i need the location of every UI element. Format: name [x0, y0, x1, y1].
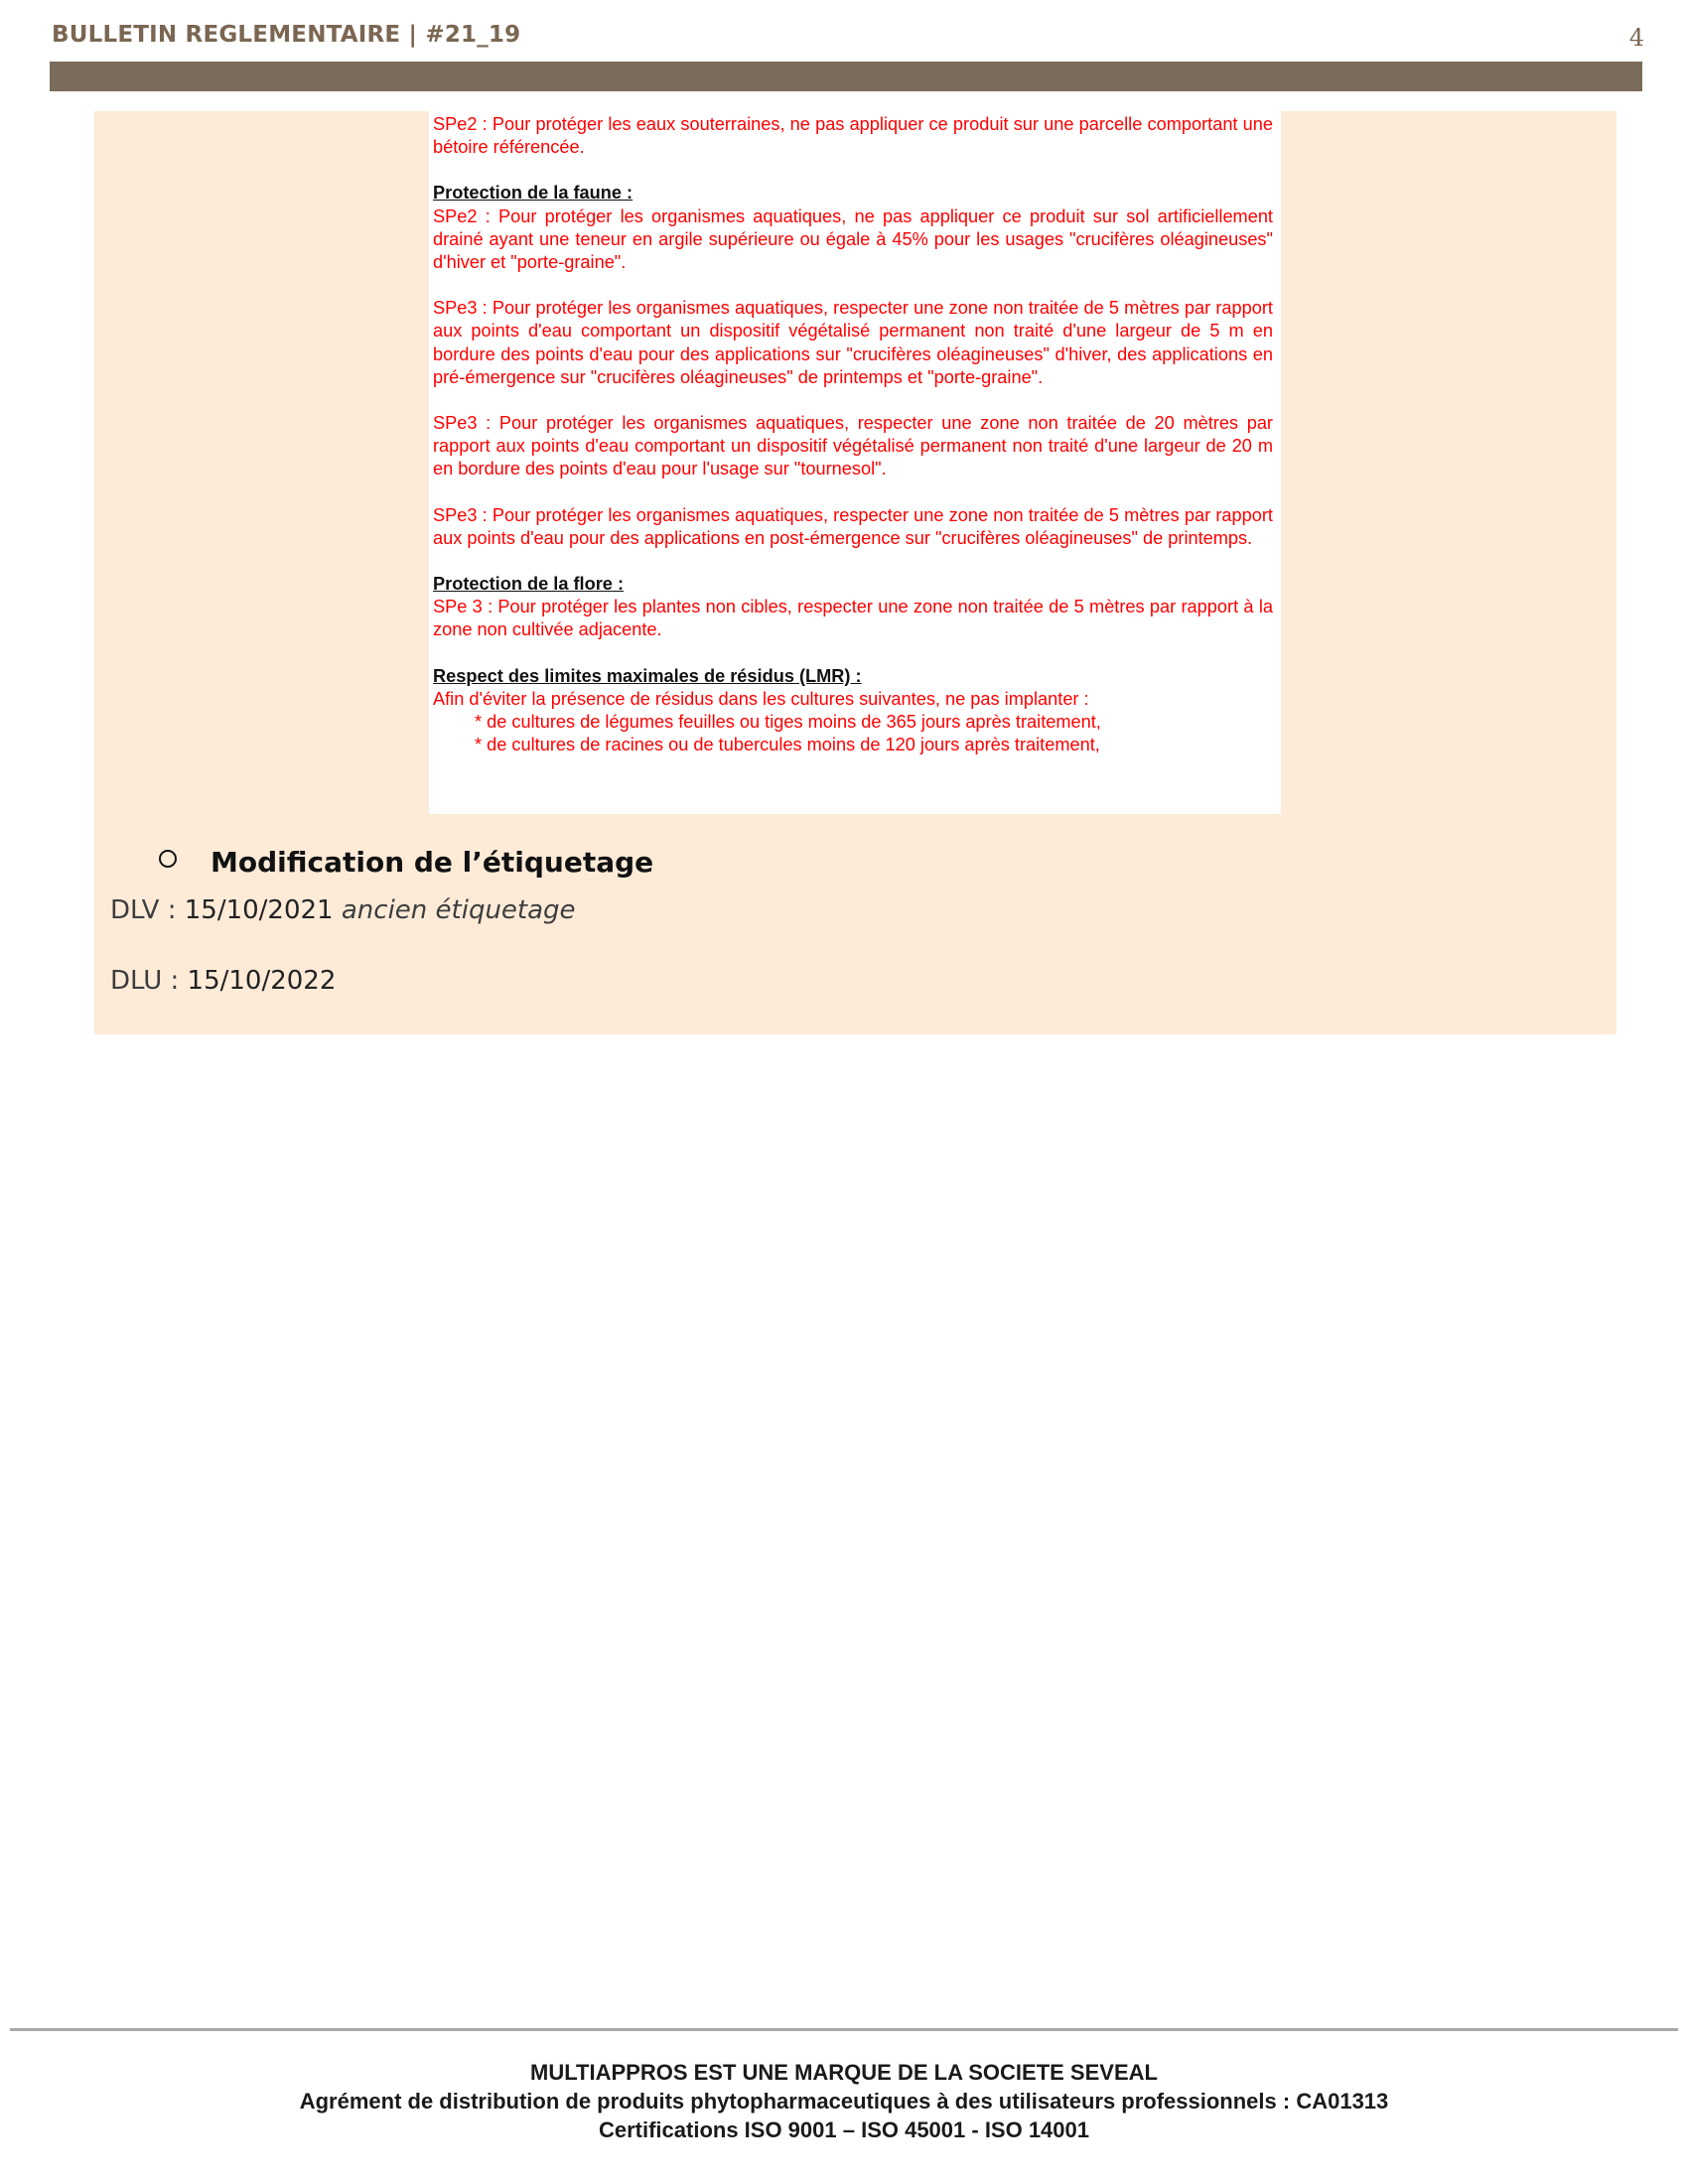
header-bar — [50, 62, 1642, 91]
dlu-date: 15/10/2022 — [187, 966, 337, 996]
label-paragraph: SPe3 : Pour protéger les organismes aquatiques, respecter une zone non traitée de 5 mètres par rapport aux points d'eau pour des applications en post-émergence sur "crucifères oléagineuses" de printemps. — [433, 504, 1273, 548]
fauna-heading: Protection de la faune : — [433, 183, 633, 204]
dlv-date: 15/10/2021 — [184, 895, 334, 925]
dlv-line — [110, 895, 576, 925]
footer-divider — [10, 2028, 1678, 2031]
label-paragraph: SPe2 : Pour protéger les organismes aquatiques, ne pas appliquer ce produit sur sol artificiellement drainé ayant une teneur en argile supérieure ou égale à 45% pour les usages "crucifères oléagineuses" d'hiver et "porte-graine". — [433, 205, 1273, 273]
footer-brand-line: MULTIAPPROS EST UNE MARQUE DE LA SOCIETE SEVEAL — [530, 2060, 1158, 2085]
label-paragraph: SPe 3 : Pour protéger les plantes non cibles, respecter une zone non traitée de 5 mètres par rapport à la zone non cultivée adjacente. — [433, 597, 1273, 640]
label-excerpt-image — [429, 111, 1281, 814]
page-number: 4 — [1628, 24, 1644, 52]
footer-certifications-line: Certifications ISO 9001 – ISO 45001 - ISO 14001 — [598, 2117, 1090, 2142]
lmr-item: * de cultures de racines ou de tubercules moins de 120 jours après traitement, — [475, 735, 1100, 755]
section-heading-text: Modification de l’étiquetage — [211, 846, 654, 879]
dlv-note: ancien étiquetage — [341, 895, 576, 925]
label-paragraph: SPe3 : Pour protéger les organismes aquatiques, respecter une zone non traitée de 20 mètres par rapport aux points d'eau comportant un dispositif végétalisé permanent non traité d'une largeur de 20 m en bordure des points d'eau pour l'usage sur "tournesol". — [433, 413, 1273, 479]
footer-agreement-line: Agrément de distribution de produits phytopharmaceutiques à des utilisateurs professionnels : CA01313 — [299, 2089, 1389, 2114]
lmr-item: * de cultures de légumes feuilles ou tiges moins de 365 jours après traitement, — [475, 712, 1101, 733]
circle-bullet-icon — [159, 850, 177, 868]
section-heading — [159, 846, 653, 879]
lmr-heading: Respect des limites maximales de résidus (LMR) : — [433, 665, 862, 686]
document-title: BULLETIN REGLEMENTAIRE | #21_19 — [52, 22, 521, 48]
dlv-label: DLV : — [110, 895, 185, 925]
flora-heading: Protection de la flore : — [433, 574, 625, 595]
label-paragraph: SPe2 : Pour protéger les eaux souterraines, ne pas appliquer ce produit sur une parcelle comportant une bétoire référencée. — [433, 114, 1273, 158]
dlu-label: DLU : — [110, 966, 188, 996]
dlu-line — [110, 966, 336, 996]
footer — [0, 2058, 1688, 2144]
label-paragraph: SPe3 : Pour protéger les organismes aquatiques, respecter une zone non traitée de 5 mètres par rapport aux points d'eau comportant un dispositif végétalisé permanent non traité d'une largeur de 5 m en bordure des points d'eau pour des applications sur "crucifères oléagineuses" d'hiver, des applications en pré-émergence sur "crucifères oléagineuses" de printemps et "porte-graine". — [433, 298, 1273, 387]
lmr-intro: Afin d'éviter la présence de résidus dans les cultures suivantes, ne pas implanter : — [433, 688, 1089, 709]
